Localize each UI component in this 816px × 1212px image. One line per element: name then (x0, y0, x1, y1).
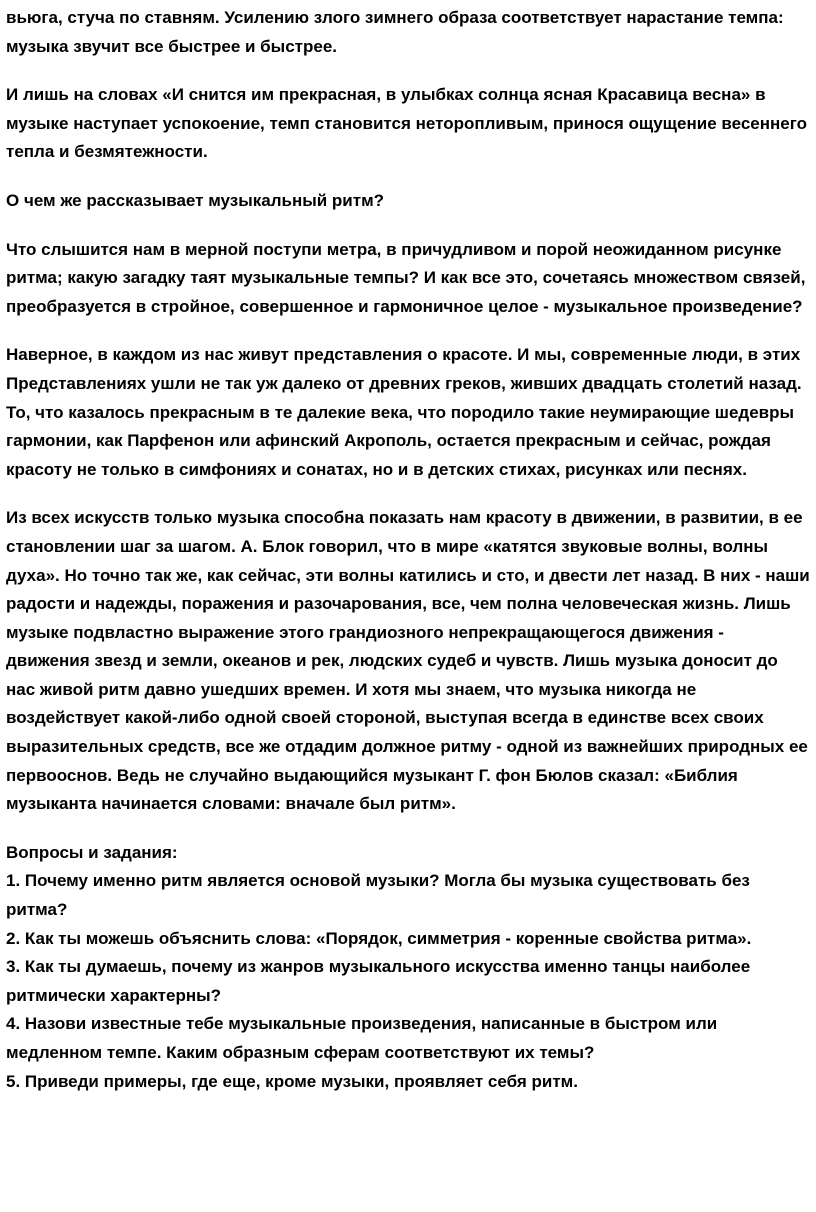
question-item-2: 2. Как ты можешь объяснить слова: «Порядок, симметрия - коренные свойства ритма». (6, 928, 752, 948)
question-item-5: 5. Приведи примеры, где еще, кроме музыки, проявляет себя ритм. (6, 1071, 578, 1091)
paragraph-meter: Что слышится нам в мерной поступи метра, в причудливом и порой неожиданном рисунке ритма; какую загадку таят музыкальные темпы? И как все это, сочетаясь множеством связей, преобразуется в стройное, совершенное и гармоничное целое - музыкальное произведение? (6, 239, 806, 316)
question-item-3: 3. Как ты думаешь, почему из жанров музыкального искусства именно танцы наиболее ритмически характерны? (6, 957, 751, 1005)
question-item-4: 4. Назови известные тебе музыкальные произведения, написанные в быстром или медленном темпе. Каким образным сферам соответствуют их темы? (6, 1014, 718, 1062)
paragraph-music-motion: Из всех искусств только музыка способна показать нам красоту в движении, в развитии, в ее становлении шаг за шагом. А. Блок говорил, что в мире «катятся звуковые волны, волны духа». Но точно так же, как сейчас, эти волны катились и сто, и двести лет назад. В них - наши радости и надежды, поражения и разочарования, все, чем полна человеческая жизнь. Лишь музыке подвластно выражение этого грандиозного непрекращающегося движения - движения звезд и земли, океанов и рек, людских судеб и чувств. Лишь музыка доносит до нас живой ритм давно ушедших времен. И хотя мы знаем, что музыка никогда не воздействует какой-либо одной своей стороной, выступая всегда в единстве всех своих выразительных средств, все же отдадим должное ритму - одной из важнейших природных ее первооснов. Ведь не случайно выдающийся музыкант Г. фон Бюлов сказал: «Библия музыканта начинается словами: вначале был ритм». (6, 508, 810, 814)
paragraph-spring: И лишь на словах «И снится им прекрасная, в улыбках солнца ясная Красавица весна» в музыке наступает успокоение, темп становится неторопливым, принося ощущение весеннего тепла и безмятежности. (6, 85, 807, 162)
questions-section (6, 839, 810, 1096)
questions-heading: Вопросы и задания: (6, 842, 178, 862)
paragraph-rhythm-question: О чем же рассказывает музыкальный ритм? (6, 190, 385, 210)
paragraph-beauty: Наверное, в каждом из нас живут представления о красоте. И мы, современные люди, в этих Представлениях ушли не так уж далеко от древних греков, живших двадцать столетий назад. То, что казалось прекрасным в те далекие века, что породило такие неумирающие шедевры гармонии, как Парфенон или афинский Акрополь, остается прекрасным и сейчас, рождая красоту не только в симфониях и сонатах, но и в детских стихах, рисунках или песнях. (6, 345, 802, 479)
question-item-1: 1. Почему именно ритм является основой музыки? Могла бы музыка существовать без ритма? (6, 871, 750, 920)
paragraph-blizzard: вьюга, стуча по ставням. Усилению злого зимнего образа соответствует нарастание темпа: музыка звучит все быстрее и быстрее. (6, 8, 784, 56)
